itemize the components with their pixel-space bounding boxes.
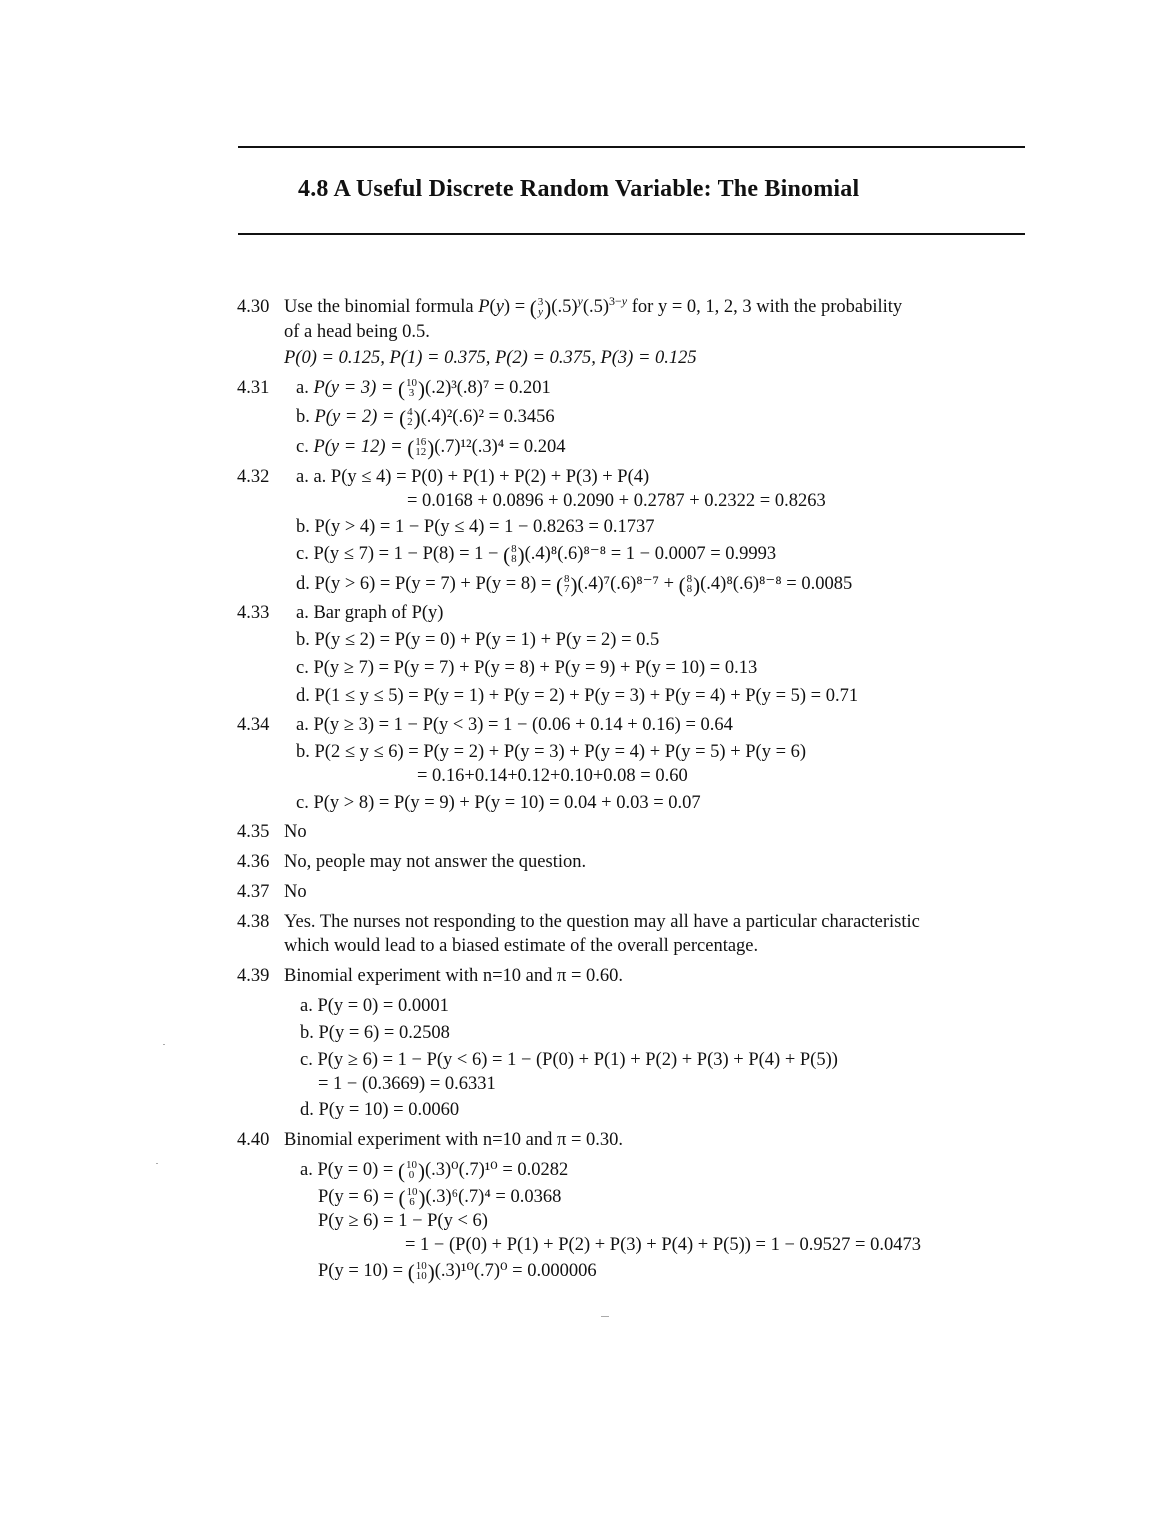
part-d: d. P(y > 6) = P(y = 7) + P(y = 8) = ( 8 7 )(.4)⁷(.6)⁸⁻⁷ + ( 8 8 )(.4)⁸(.6)⁸⁻⁸ = 0.0085 <box>296 572 853 597</box>
scan-speck <box>163 1044 165 1045</box>
scan-speck <box>601 1316 609 1317</box>
scan-speck <box>156 1163 158 1164</box>
part-a-line-4: = 1 − (P(0) + P(1) + P(2) + P(3) + P(4) + P(5)) = 1 − 0.9527 = 0.0473 <box>405 1235 921 1255</box>
problem-number: 4.32 <box>237 467 270 487</box>
part-c: c. P(y = 12) = ( 16 12 )(.7)¹²(.3)⁴ = 0.204 <box>296 435 566 460</box>
part-a-line-2: P(y = 6) = ( 10 6 )(.3)⁶(.7)⁴ = 0.0368 <box>318 1185 562 1210</box>
part-a: a. P(y ≥ 3) = 1 − P(y < 3) = 1 − (0.06 + 0.14 + 0.16) = 0.64 <box>296 715 733 735</box>
problem-intro: Binomial experiment with n=10 and π = 0.60. <box>284 966 624 986</box>
answer-text: No <box>284 822 307 842</box>
part-a: a. a. P(y ≤ 4) = P(0) + P(1) + P(2) + P(3) + P(4) <box>296 467 650 487</box>
part-c: c. P(y ≥ 7) = P(y = 7) + P(y = 8) + P(y = 9) + P(y = 10) = 0.13 <box>296 658 758 678</box>
answer-text-continued: which would lead to a biased estimate of the overall percentage. <box>284 936 759 956</box>
section-title: 4.8 A Useful Discrete Random Variable: The Binomial <box>298 176 860 202</box>
part-d: d. P(y = 10) = 0.0060 <box>300 1100 460 1120</box>
problem-number: 4.36 <box>237 852 270 872</box>
problem-number: 4.34 <box>237 715 270 735</box>
problem-number: 4.40 <box>237 1130 270 1150</box>
answer-text: No <box>284 882 307 902</box>
problem-number: 4.35 <box>237 822 270 842</box>
binomial-coefficient: 8 8 <box>511 542 517 565</box>
header-rule-top <box>238 146 1025 148</box>
binomial-coefficient: 4 2 <box>407 405 413 428</box>
part-b: b. P(y = 6) = 0.2508 <box>300 1023 450 1043</box>
part-a-line-5: P(y = 10) = ( 10 10 )(.3)¹⁰(.7)⁰ = 0.000006 <box>318 1259 597 1284</box>
part-d: d. P(1 ≤ y ≤ 5) = P(y = 1) + P(y = 2) + P(y = 3) + P(y = 4) + P(y = 5) = 0.71 <box>296 686 859 706</box>
problem-intro: Binomial experiment with n=10 and π = 0.30. <box>284 1130 624 1150</box>
problem-number: 4.37 <box>237 882 270 902</box>
binomial-coefficient: 10 10 <box>415 1259 427 1282</box>
part-c: c. P(y ≤ 7) = 1 − P(8) = 1 − ( 8 8 )(.4)⁸(.6)⁸⁻⁸ = 1 − 0.0007 = 0.9993 <box>296 542 777 567</box>
header-rule-bottom <box>238 233 1025 235</box>
part-b-continued: = 0.16+0.14+0.12+0.10+0.08 = 0.60 <box>417 766 688 786</box>
part-b: b. P(y > 4) = 1 − P(y ≤ 4) = 1 − 0.8263 = 0.1737 <box>296 517 655 537</box>
part-a-continued: = 0.0168 + 0.0896 + 0.2090 + 0.2787 + 0.2322 = 0.8263 <box>407 491 826 511</box>
problem-text-continued: of a head being 0.5. <box>284 322 430 342</box>
problem-number: 4.33 <box>237 603 270 623</box>
binomial-coefficient: 16 12 <box>415 435 427 458</box>
binomial-coefficient: 10 6 <box>406 1185 418 1208</box>
binomial-coefficient: 3 y <box>537 295 544 318</box>
answer-text: Yes. The nurses not responding to the question may all have a particular characteristic <box>284 912 920 932</box>
problem-number: 4.31 <box>237 378 270 398</box>
binomial-coefficient: 8 8 <box>686 572 693 595</box>
problem-number: 4.38 <box>237 912 270 932</box>
answer-results: P(0) = 0.125, P(1) = 0.375, P(2) = 0.375, P(3) = 0.125 <box>284 348 697 368</box>
binomial-coefficient: 10 0 <box>405 1158 417 1181</box>
problem-text: Use the binomial formula P(y) = ( 3 y )$(.5)^y(.5)^{3-y}$ for y = 0, 1, 2, 3 with the probability <box>284 294 903 320</box>
part-a: a. P(y = 3) = ( 10 3 )(.2)³(.8)⁷ = 0.201 <box>296 376 551 401</box>
binomial-coefficient: 8 7 <box>563 572 570 595</box>
part-a-line-1: a. P(y = 0) = ( 10 0 )(.3)⁰(.7)¹⁰ = 0.0282 <box>300 1158 569 1183</box>
part-c: c. P(y ≥ 6) = 1 − P(y < 6) = 1 − (P(0) + P(1) + P(2) + P(3) + P(4) + P(5)) <box>300 1050 838 1070</box>
problem-number: 4.39 <box>237 966 270 986</box>
part-b: b. P(2 ≤ y ≤ 6) = P(y = 2) + P(y = 3) + P(y = 4) + P(y = 5) + P(y = 6) <box>296 742 807 762</box>
part-c: c. P(y > 8) = P(y = 9) + P(y = 10) = 0.04 + 0.03 = 0.07 <box>296 793 701 813</box>
part-c-continued: = 1 − (0.3669) = 0.6331 <box>318 1074 496 1094</box>
part-b: b. P(y ≤ 2) = P(y = 0) + P(y = 1) + P(y = 2) = 0.5 <box>296 630 660 650</box>
part-a: a. P(y = 0) = 0.0001 <box>300 996 449 1016</box>
answer-text: No, people may not answer the question. <box>284 852 587 872</box>
part-a-line-3: P(y ≥ 6) = 1 − P(y < 6) <box>318 1211 488 1231</box>
binomial-coefficient: 10 3 <box>406 376 418 399</box>
part-b: b. P(y = 2) = ( 4 2 )(.4)²(.6)² = 0.3456 <box>296 405 555 430</box>
part-a: a. Bar graph of P(y) <box>296 603 444 623</box>
problem-number: 4.30 <box>237 297 270 317</box>
